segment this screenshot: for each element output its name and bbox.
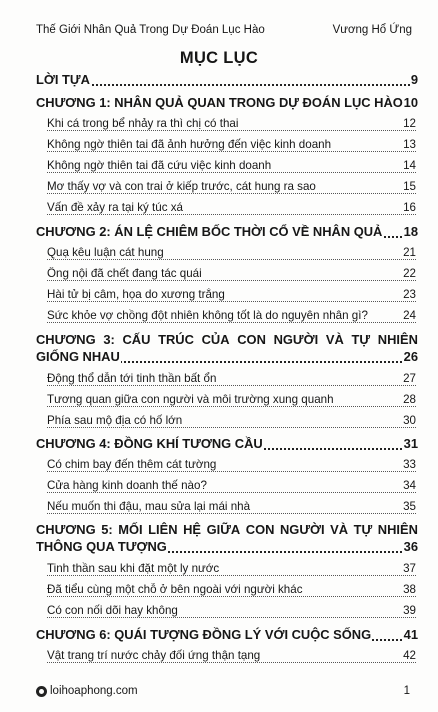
toc-page-number: 38 [403,583,416,596]
author-name: Vương Hổ Ứng [332,24,412,36]
toc-page-number: 30 [403,414,416,427]
toc-chapter-entry [36,436,418,453]
toc-page-number: 26 [403,349,418,364]
toc-section-entry [47,288,416,305]
toc-section-entry [47,649,416,666]
toc-page-number: 33 [403,458,416,471]
toc-section-title: Tương quan giữa con người và môi trường xung quanh [47,393,334,406]
toc-leader-dots [47,259,416,260]
toc-section-title: Không ngờ thiên tai đã ảnh hưởng đến việc kinh doanh [47,138,332,151]
toc-page-number: 24 [403,309,416,322]
toc-page-number: 9 [410,72,418,87]
toc-section-title: Có chim bay đến thêm cát tường [47,458,217,471]
toc-section-title: Có con nối dõi hay không [47,604,178,617]
toc-section-title: Không ngờ thiên tai đã cứu việc kinh doanh [47,159,272,172]
toc-page-number: 31 [403,436,418,451]
toc-leader-dots [47,575,416,576]
toc-chapter-title: CHƯƠNG 6: QUÁI TƯỢNG ĐỒNG LÝ VỚI CUỘC SỐNG [36,627,372,642]
toc-page-number: 16 [403,201,416,214]
toc-leader-dots [47,385,416,386]
toc-leader-dots [47,471,416,472]
toc-section-title: Phía sau mộ địa có hố lớn [47,414,183,427]
toc-section-title: Quạ kêu luận cát hung [47,246,164,259]
toc-leader-dots [47,280,416,281]
toc-section-title: Cửa hàng kinh doanh thế nào? [47,479,207,492]
toc-section-title: Khi cá trong bể nhảy ra thì chị có thai [47,117,239,130]
toc-chapter-title-line2: GIỐNG NHAU [36,349,120,364]
toc-chapter-entry [36,224,418,241]
toc-leader-dots [47,172,416,173]
toc-leader-dots [47,301,416,302]
toc-chapter-title-line2: THÔNG QUA TƯỢNG [36,539,167,554]
toc-section-entry [47,117,416,134]
toc-leader-dots [47,406,416,407]
toc-chapter-title: CHƯƠNG 2: ÁN LỆ CHIÊM BỐC THỜI CỔ VỀ NHÂN QUẢ [36,224,383,239]
toc-page-number: 34 [403,479,416,492]
toc-leader-dots [47,617,416,618]
toc-section-entry [47,414,416,431]
toc-section-title: Mơ thấy vợ và con trai ở kiếp trước, cát hung ra sao [47,180,316,193]
toc-leader-dots [47,322,416,323]
toc-leader-dots [47,193,416,194]
toc-section-entry [47,159,416,176]
toc-chapter-entry [36,95,418,112]
page-number: 1 [403,685,410,697]
toc-leader-dots [47,151,416,152]
toc-section-title: Tinh thần sau khi đặt một ly nước [47,562,220,575]
toc-section-entry [47,309,416,326]
toc-section-entry [47,372,416,389]
toc-section-entry [47,583,416,600]
toc-section-entry [47,180,416,197]
toc-leader-dots [47,492,416,493]
toc-section-entry [47,138,416,155]
toc-section-entry [47,246,416,263]
toc-page-number: 28 [403,393,416,406]
toc-section-title: Sức khỏe vợ chồng đột nhiên không tốt là do nguyên nhân gì? [47,309,368,322]
toc-leader-dots [47,427,416,428]
toc-page-number: 39 [403,604,416,617]
toc-page-number: 18 [403,224,418,239]
toc-page-number: 27 [403,372,416,385]
toc-section-title: Hài tử bị câm, họa do xương trắng [47,288,225,301]
toc-page-number: 36 [403,539,418,554]
toc-page-number: 15 [403,180,416,193]
toc-section-entry [47,500,416,517]
toc-page-number: 12 [403,117,416,130]
page-footer [36,685,410,701]
toc-chapter-entry [36,72,418,89]
toc-section-title: Động thổ dẫn tới tinh thần bất ổn [47,372,217,385]
toc-section-entry [47,201,416,218]
toc-section-title: Vật trang trí nước chảy đối ứng thận tạng [47,649,261,662]
toc-leader-dots [36,84,418,86]
book-title: Thế Giới Nhân Quả Trong Dự Đoán Lục Hào [36,24,265,36]
toc-section-entry [47,479,416,496]
toc-leader-dots [47,214,416,215]
toc-leader-dots [47,596,416,597]
toc-heading: MỤC LỤC [179,49,259,67]
toc-chapter-title: CHƯƠNG 1: NHÂN QUẢ QUAN TRONG DỰ ĐOÁN LỤC HÀO [36,95,403,110]
toc-leader-dots [47,130,416,131]
toc-chapter-entry: CHƯƠNG 3: CẤU TRÚC CỦA CON NGƯỜI VÀ TỰ NHIÊN GIỐNG NHAU 26 [36,332,418,364]
toc-page-number: 23 [403,288,416,301]
toc-page-number: 13 [403,138,416,151]
website-url: loihoaphong.com [50,685,138,697]
toc-page-number: 10 [403,95,418,110]
toc-page-number: 37 [403,562,416,575]
toc-chapter-title: CHƯƠNG 4: ĐỒNG KHÍ TƯƠNG CẦU [36,436,263,451]
toc-chapter-title: LỜI TỰA [36,72,90,87]
website-logo-icon [36,686,47,697]
toc-chapter-entry: CHƯƠNG 5: MỐI LIÊN HỆ GIỮA CON NGƯỜI VÀ TỰ NHIÊN THÔNG QUA TƯỢNG 36 [36,522,418,554]
toc-page-number: 14 [403,159,416,172]
toc-page-number: 41 [403,627,418,642]
toc-page-number: 21 [403,246,416,259]
toc-section-title: Đã tiểu cùng một chỗ ở bên ngoài với người khác [47,583,303,596]
toc-chapter-entry [36,627,418,644]
toc-section-entry [47,267,416,284]
toc-leader-dots [47,662,416,663]
toc-section-title: Vấn đề xảy ra tại ký túc xá [47,201,183,214]
toc-page-number: 42 [403,649,416,662]
toc-section-title: Ông nội đã chết đang tác quái [47,267,202,280]
toc-page-number: 22 [403,267,416,280]
toc-leader-dots [47,513,416,514]
toc-section-entry [47,562,416,579]
toc-section-title: Nếu muốn thi đậu, mau sửa lại mái nhà [47,500,251,513]
toc-section-entry [47,458,416,475]
toc-page-number: 35 [403,500,416,513]
toc-section-entry [47,393,416,410]
toc-section-entry [47,604,416,621]
page-header [36,24,412,40]
